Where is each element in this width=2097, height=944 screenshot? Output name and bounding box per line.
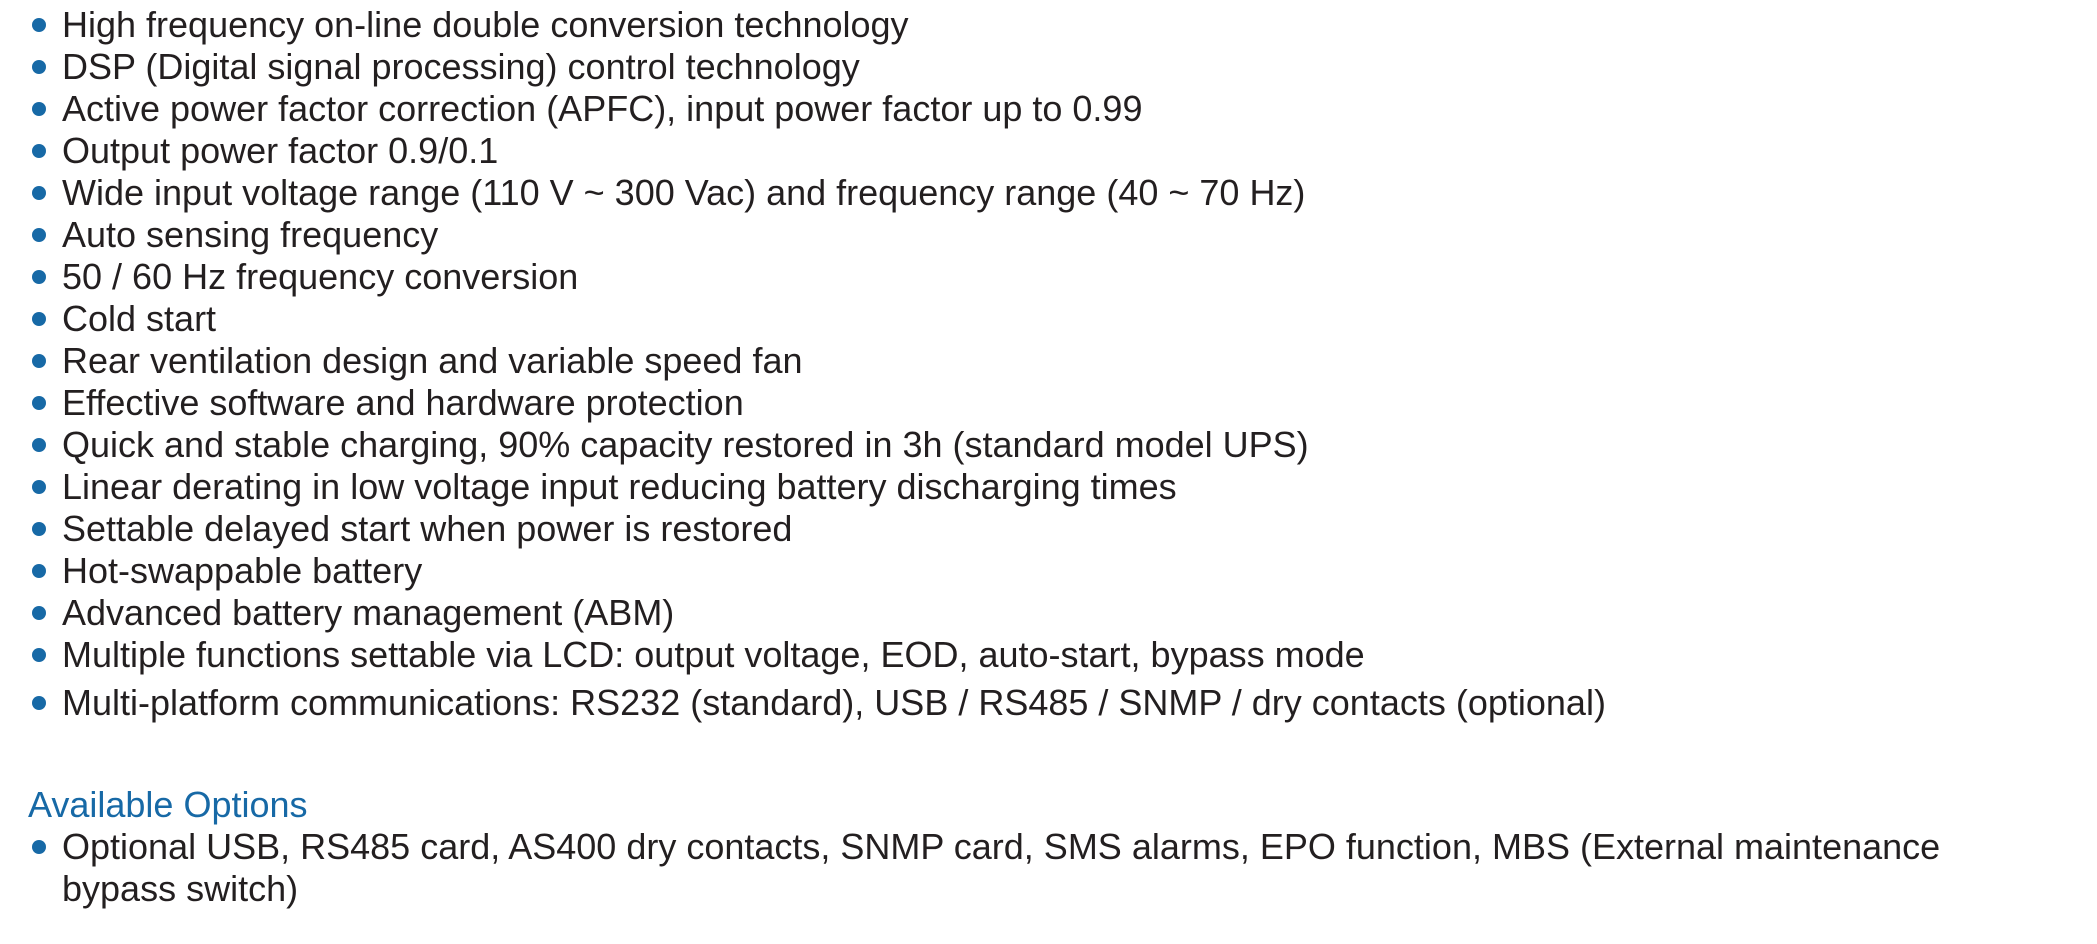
- bullet-icon: [32, 312, 46, 326]
- bullet-icon: [32, 564, 46, 578]
- feature-text: High frequency on-line double conversion technology: [62, 4, 909, 45]
- bullet-icon: [32, 354, 46, 368]
- available-options-heading: Available Options: [28, 784, 308, 825]
- feature-item: [30, 550, 1606, 592]
- bullet-icon: [32, 186, 46, 200]
- feature-text: Cold start: [62, 298, 217, 339]
- feature-item: [30, 340, 1606, 382]
- feature-item: [30, 4, 1606, 46]
- feature-item: [30, 46, 1606, 88]
- feature-text: Wide input voltage range (110 V ~ 300 Vac) and frequency range (40 ~ 70 Hz): [62, 172, 1306, 213]
- feature-item: [30, 508, 1606, 550]
- feature-text: Output power factor 0.9/0.1: [62, 130, 499, 171]
- feature-item: [30, 466, 1606, 508]
- feature-item: [30, 256, 1606, 298]
- option-item: [30, 826, 2022, 910]
- feature-text: 50 / 60 Hz frequency conversion: [62, 256, 579, 297]
- feature-text: Linear derating in low voltage input reducing battery discharging times: [62, 466, 1177, 507]
- feature-text: Hot-swappable battery: [62, 550, 423, 591]
- bullet-icon: [32, 438, 46, 452]
- feature-item: [30, 172, 1606, 214]
- feature-item: [30, 130, 1606, 172]
- feature-item: [30, 634, 1606, 676]
- feature-item: [30, 214, 1606, 256]
- bullet-icon: [32, 606, 46, 620]
- bullet-icon: [32, 480, 46, 494]
- feature-text: Active power factor correction (APFC), input power factor up to 0.99: [62, 88, 1143, 129]
- bullet-icon: [32, 396, 46, 410]
- feature-list: [30, 4, 1606, 724]
- feature-item: [30, 592, 1606, 634]
- bullet-icon: [32, 144, 46, 158]
- feature-text: Settable delayed start when power is restored: [62, 508, 793, 549]
- bullet-icon: [32, 18, 46, 32]
- feature-item: [30, 88, 1606, 130]
- bullet-icon: [32, 102, 46, 116]
- bullet-icon: [32, 840, 46, 854]
- bullet-icon: [32, 228, 46, 242]
- bullet-icon: [32, 522, 46, 536]
- bullet-icon: [32, 60, 46, 74]
- bullet-icon: [32, 270, 46, 284]
- feature-item: [30, 424, 1606, 466]
- bullet-icon: [32, 648, 46, 662]
- bullet-icon: [32, 696, 46, 710]
- feature-text: Effective software and hardware protection: [62, 382, 744, 423]
- feature-text: Multi-platform communications: RS232 (standard), USB / RS485 / SNMP / dry contacts (optional): [62, 682, 1606, 723]
- feature-item: [30, 382, 1606, 424]
- feature-item: [30, 298, 1606, 340]
- feature-text: Multiple functions settable via LCD: output voltage, EOD, auto-start, bypass mode: [62, 634, 1365, 675]
- options-list: [30, 826, 2022, 910]
- feature-item: [30, 682, 1606, 724]
- feature-text: Advanced battery management (ABM): [62, 592, 675, 633]
- feature-text: Auto sensing frequency: [62, 214, 439, 255]
- option-text: Optional USB, RS485 card, AS400 dry contacts, SNMP card, SMS alarms, EPO function, MBS (External maintenance bypass switch): [62, 826, 1941, 909]
- feature-text: DSP (Digital signal processing) control technology: [62, 46, 860, 87]
- feature-text: Rear ventilation design and variable speed fan: [62, 340, 803, 381]
- feature-text: Quick and stable charging, 90% capacity restored in 3h (standard model UPS): [62, 424, 1309, 465]
